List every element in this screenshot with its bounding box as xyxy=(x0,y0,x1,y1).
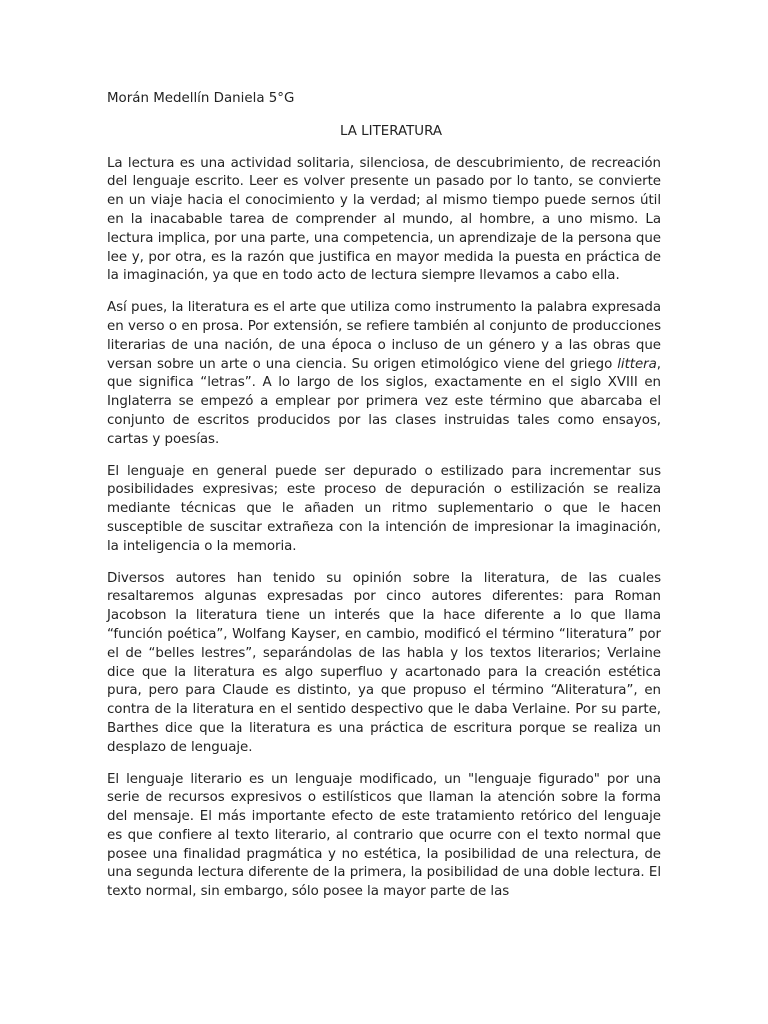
document-title: LA LITERATURA xyxy=(339,123,443,139)
author-line: Morán Medellín Daniela 5°G xyxy=(107,91,295,106)
paragraph-2-text-after: , que significa “letras”. A lo largo de los siglos, exactamente en el siglo XVIII en Inglaterra se empezó a emplear por primera vez este término que abarcaba el conjunto de escritos producidos por las clases instruidas tales como ensayos, cartas y poesías. xyxy=(107,356,661,447)
paragraph-1: La lectura es una actividad solitaria, silenciosa, de descubrimiento, de recreación del lenguaje escrito. Leer es volver presente un pasado por lo tanto, se convierte en un viaje hacia el conocimiento y la verdad; al mismo tiempo puede sernos útil en la inacabable tarea de comprender al mundo, al hombre, a uno mismo. La lectura implica, por una parte, una competencia, un aprendizaje de la persona que lee y, por otra, es la razón que justifica en mayor medida la puesta en práctica de la imaginación, ya que en todo acto de lectura siempre llevamos a cabo ella. xyxy=(107,155,661,284)
paragraph-3: El lenguaje en general puede ser depurado o estilizado para incrementar sus posibilidades expresivas; este proceso de depuración o estilización se realiza mediante técnicas que le añaden un ritmo suplementario o que le hacen susceptible de suscitar extrañeza con la intención de impresionar la imaginación, la inteligencia o la memoria. xyxy=(107,463,661,554)
paragraph-2 xyxy=(107,299,661,449)
paragraph-2-text-before: Así pues, la literatura es el arte que utiliza como instrumento la palabra expresada en verso o en prosa. Por extensión, se refiere también al conjunto de producciones literarias de una nación, de una época o incluso de un género y a las obras que versan sobre un arte o una ciencia. Su origen etimológico viene del griego xyxy=(107,300,661,372)
paragraph-2-italic-word: littera xyxy=(617,356,657,372)
paragraph-5: El lenguaje literario es un lenguaje modificado, un "lenguaje figurado" por una serie de recursos expresivos o estilísticos que llaman la atención sobre la forma del mensaje. El más importante efecto de este tratamiento retórico del lenguaje es que confiere al texto literario, al contrario que ocurre con el texto normal que posee una finalidad pragmática y no estética, la posibilidad de una relectura, de una segunda lectura diferente de la primera, la posibilidad de una doble lectura. El texto normal, sin embargo, sólo posee la mayor parte de las xyxy=(107,771,661,900)
document-page xyxy=(107,90,661,915)
paragraph-4: Diversos autores han tenido su opinión sobre la literatura, de las cuales resaltaremos algunas expresadas por cinco autores diferentes: para Roman Jacobson la literatura tiene un interés que la hace diferente a lo que llama “función poética”, Wolfang Kayser, en cambio, modificó el término “literatura” por el de “belles lestres”, separándolas de las habla y los textos literarios; Verlaine dice que la literatura es algo superfluo y acartonado para la creación estética pura, pero para Claude es distinto, ya que propuso el término “Aliteratura”, en contra de la literatura en el sentido despectivo que le daba Verlaine. Por su parte, Barthes dice que la literatura es una práctica de escritura porque se realiza un desplazo de lenguaje. xyxy=(107,570,661,755)
